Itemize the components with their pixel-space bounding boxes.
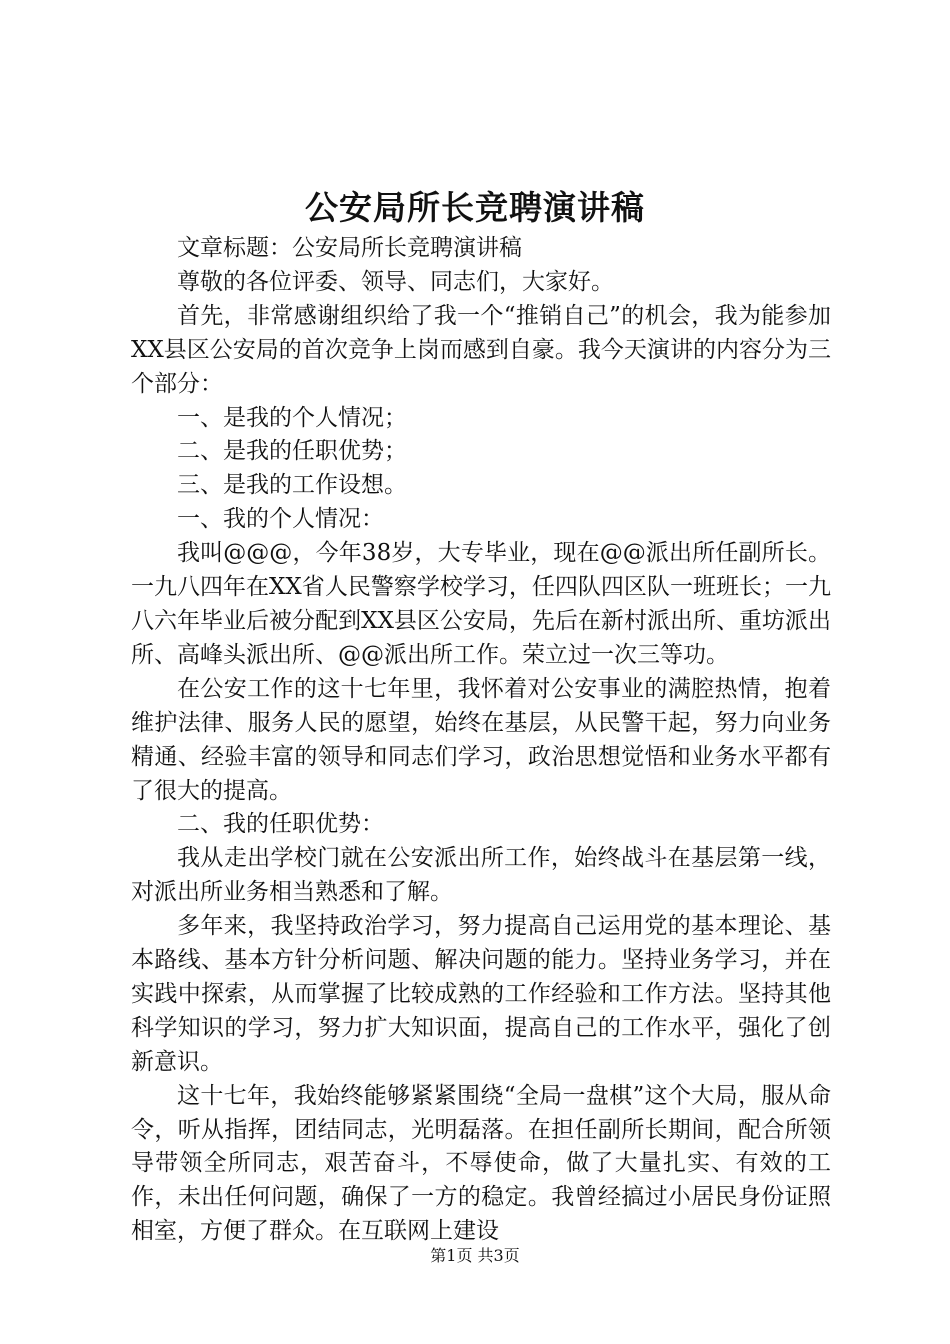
paragraph: 三、是我的工作设想。 (177, 472, 407, 499)
paragraph: 多年来，我坚持政治学习，努力提高自己运用党的基本理论、基本路线、基本方针分析问题、解决问题的能力。坚持业务学习，并在实践中探索，从而掌握了比较成熟的工作经验和工作方法。坚持其他科学知识的学习，努力扩大知识面，提高自己的工作水平，强化了创新意识。 (131, 913, 831, 1075)
paragraph: 首先，非常感谢组织给了我一个“推销自己”的机会，我为能参加XX县区公安局的首次竞争上岗而感到自豪。我今天演讲的内容分为三个部分： (131, 302, 831, 397)
paragraph: 一、我的个人情况： (177, 506, 384, 533)
paragraph: 这十七年，我始终能够紧紧围绕“全局一盘棋”这个大局，服从命令，听从指挥，团结同志，光明磊落。在担任副所长期间，配合所领导带领全所同志，艰苦奋斗，不辱使命，做了大量扎实、有效的工作，未出任何问题，确保了一方的稳定。我曾经搞过小居民身份证照相室，方便了群众。在互联网上建设 (131, 1082, 831, 1245)
paragraph: 文章标题：公安局所长竞聘演讲稿 (177, 235, 522, 261)
page-number-footer: 第1页 共3页 (430, 1246, 520, 1265)
paragraph: 我从走出学校门就在公安派出所工作，始终战斗在基层第一线，对派出所业务相当熟悉和了解。 (131, 845, 831, 906)
paragraph: 二、我的任职优势： (177, 811, 384, 838)
document-title: 公安局所长竞聘演讲稿 (305, 188, 645, 227)
document-body (131, 232, 831, 1249)
paragraph: 二、是我的任职优势； (177, 438, 407, 465)
paragraph: 一、是我的个人情况； (177, 404, 407, 431)
paragraph: 尊敬的各位评委、领导、同志们，大家好。 (177, 268, 614, 295)
paragraph: 在公安工作的这十七年里，我怀着对公安事业的满腔热情，抱着维护法律、服务人民的愿望，始终在基层，从民警干起，努力向业务精通、经验丰富的领导和同志们学习，政治思想觉悟和业务水平都有了很大的提高。 (131, 675, 831, 804)
paragraph: 我叫@@@，今年38岁，大专毕业，现在@@派出所任副所长。一九八四年在XX省人民警察学校学习，任四队四区队一班班长；一九八六年毕业后被分配到XX县区公安局，先后在新村派出所、重坊派出所、高峰头派出所、@@派出所工作。荣立过一次三等功。 (131, 540, 831, 668)
